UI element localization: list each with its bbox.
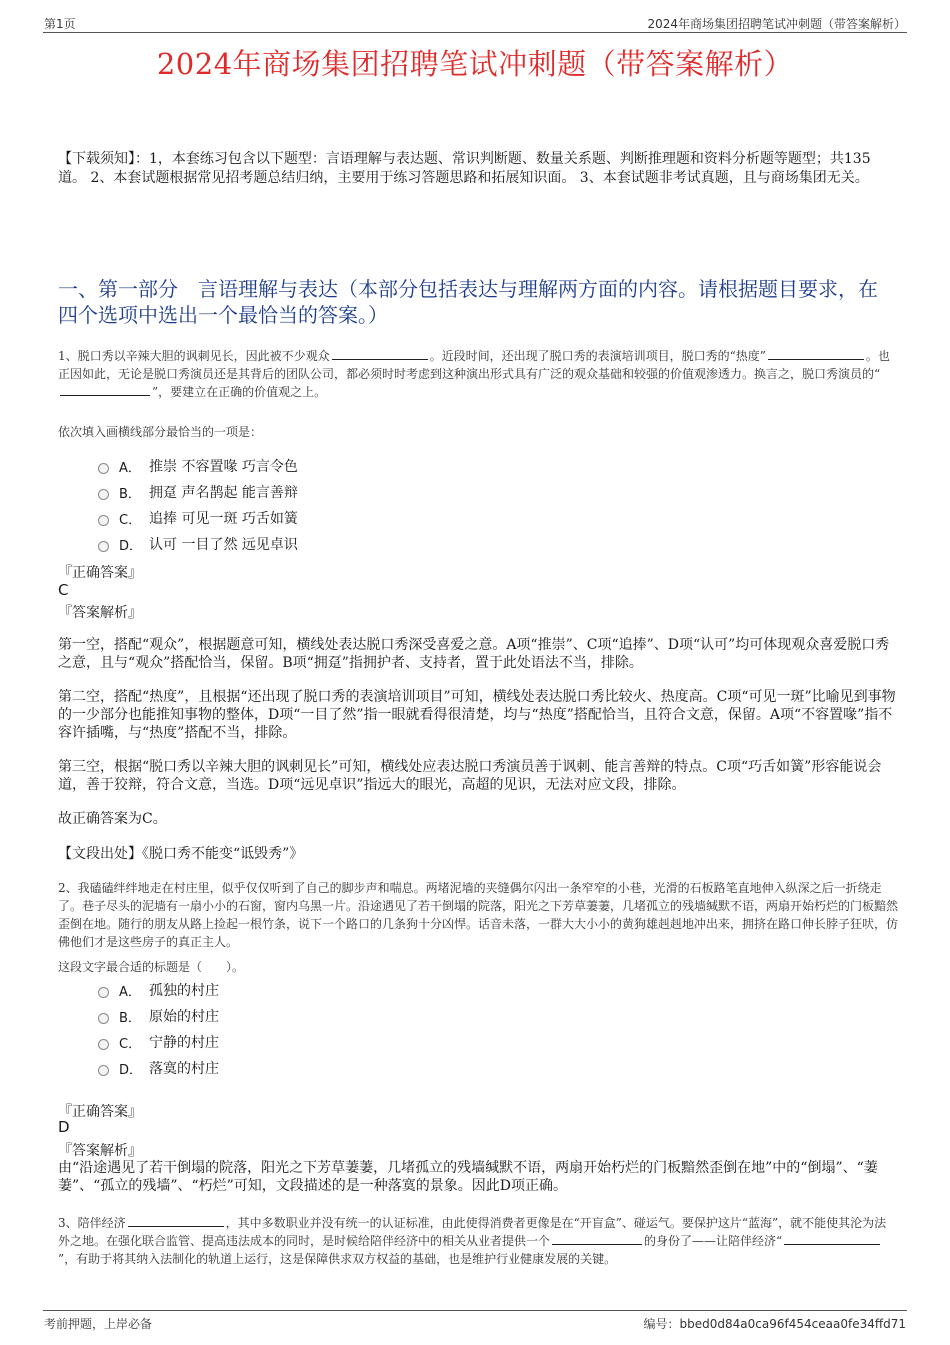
radio-icon[interactable]: [98, 541, 109, 552]
radio-icon[interactable]: [98, 515, 109, 526]
footer-rule: [43, 1310, 907, 1311]
radio-icon[interactable]: [98, 1039, 109, 1050]
question-3-stem: 3、陪伴经济 ，其中多数职业并没有统一的认证标准，由此使得消费者更像是在“开盲盒”、碰运气。要保护这片“蓝海”，就不能使其沦为法外之地。在强化联合监管、提高违法成本的同时，是时候给陪伴经济中的相关从业者提供一个 的身份了——让陪伴经济“”，有助于将其纳入法制化的轨道上运行，这是保障供求双方权益的基础，也是维护行业健康发展的关键。: [58, 1216, 887, 1266]
footer-serial: 编号：bbed0d84a0ca96f454ceaa0fe34ffd71: [643, 1317, 906, 1331]
radio-icon[interactable]: [98, 463, 109, 474]
question-2-stem: 2、我磕磕绊绊地走在村庄里，似乎仅仅听到了自己的脚步声和喘息。两堵泥墙的夹缝偶尔闪出一条窄窄的小巷，光滑的石板路笔直地伸入纵深之后一折绕走了。巷子尽头的泥墙有一扇小小的石窗，窗内乌黑一片。沿途遇见了若干倒塌的院落，阳光之下芳草萋萋，几堵孤立的残墙缄默不语，两扇开始朽烂的门板黯然歪倒在地。随行的朋友从路上捡起一根竹条，说下一个路口的几条狗十分凶悍。话音未落，一群大大小小的黄狗雄赳赳地冲出来，拥挤在路口伸长脖子狂吠，仿佛他们才是这些房子的真正主人。: [58, 881, 899, 949]
footer-slogan: 考前押题，上岸必备: [44, 1317, 153, 1331]
q1-analysis-label: 『答案解析』: [58, 605, 142, 621]
header-doc-title: 2024年商场集团招聘笔试冲刺题（带答案解析）: [647, 17, 906, 31]
section-heading: 一、第一部分 言语理解与表达（本部分包括表达与理解两方面的内容。请根据题目要求，在四个选项中选出一个最恰当的答案。）: [58, 277, 878, 327]
fill-blank: [552, 1233, 642, 1245]
q1-answer-label: 『正确答案』: [58, 565, 142, 581]
download-notice: 【下载须知】：1，本套练习包含以下题型：言语理解与表达题、常识判断题、数量关系题、判断推理题和资料分析题等题型；共135道。 2、本套试题根据常见招考题总结归纳，主要用于练习答题思路和拓展知识面。 3、本套试题非考试真题，且与商场集团无关。: [58, 151, 871, 186]
radio-icon[interactable]: [98, 489, 109, 500]
q1-option-c[interactable]: C． 追捧 可见一斑 巧舌如簧: [98, 508, 298, 528]
q1-analysis-para-1: 第一空，搭配“观众”，根据题意可知，横线处表达脱口秀深受喜爱之意。A项“推崇”、C项“追捧”、D项“认可”均可体现观众喜爱脱口秀之意，且与“观众”搭配恰当，保留。B项“拥趸”指拥护者、支持者，置于此处语法不当，排除。: [58, 637, 890, 671]
fill-blank: [60, 384, 150, 396]
radio-icon[interactable]: [98, 987, 109, 998]
fill-blank: [128, 1215, 224, 1227]
q2-analysis-label: 『答案解析』: [58, 1143, 142, 1159]
q1-source: 【文段出处】《脱口秀不能变“诋毁秀”》: [58, 846, 304, 862]
q2-option-d[interactable]: D． 落寞的村庄: [98, 1058, 219, 1078]
q2-option-c[interactable]: C． 宁静的村庄: [98, 1032, 219, 1052]
q2-answer-label: 『正确答案』: [58, 1104, 142, 1120]
header-rule: [43, 32, 907, 33]
page-number: 第1页: [44, 17, 76, 31]
q2-option-a[interactable]: A． 孤独的村庄: [98, 980, 219, 1000]
page-title: 2024年商场集团招聘笔试冲刺题（带答案解析）: [156, 47, 794, 81]
q2-answer: D: [58, 1118, 70, 1136]
q1-option-a[interactable]: A． 推崇 不容置喙 巧言令色: [98, 456, 298, 476]
q2-analysis: 由“沿途遇见了若干倒塌的院落，阳光之下芳草萋萋，几堵孤立的残墙缄默不语，两扇开始朽烂的门板黯然歪倒在地”中的“倒塌”、“萋萋”、“孤立的残墙”、“朽烂”可知，文段描述的是一种落寞的景象。因此D项正确。: [58, 1160, 878, 1194]
radio-icon[interactable]: [98, 1065, 109, 1076]
question-2-prompt: 这段文字最合适的标题是（ ）。: [58, 960, 245, 974]
question-1-prompt: 依次填入画横线部分最恰当的一项是：: [58, 425, 263, 439]
q1-option-d[interactable]: D． 认可 一目了然 远见卓识: [98, 534, 298, 554]
q1-option-b[interactable]: B． 拥趸 声名鹊起 能言善辩: [98, 482, 298, 502]
fill-blank: [768, 348, 864, 360]
q2-option-b[interactable]: B． 原始的村庄: [98, 1006, 219, 1026]
q1-analysis-conclusion: 故正确答案为C。: [58, 811, 167, 827]
q1-answer: C: [58, 581, 69, 599]
question-1-stem: 1、脱口秀以辛辣大胆的讽刺见长，因此被不少观众 。近段时间，还出现了脱口秀的表演培训项目，脱口秀的“热度” 。也正因如此，无论是脱口秀演员还是其背后的团队公司，都必须时时考虑到这种演出形式具有广泛的观众基础和较强的价值观渗透力。换言之，脱口秀演员的“”，要建立在正确的价值观之上。: [58, 349, 890, 399]
q1-analysis-para-3: 第三空，根据“脱口秀以辛辣大胆的讽刺见长”可知，横线处应表达脱口秀演员善于讽刺、能言善辩的特点。C项“巧舌如簧”形容能说会道，善于狡辩，符合文意，当选。D项“远见卓识”指远大的眼光，高超的见识，无法对应文段，排除。: [58, 759, 882, 793]
fill-blank: [784, 1233, 880, 1245]
radio-icon[interactable]: [98, 1013, 109, 1024]
fill-blank: [332, 348, 428, 360]
q1-analysis-para-2: 第二空，搭配“热度”，且根据“还出现了脱口秀的表演培训项目”可知，横线处表达脱口秀比较火、热度高。C项“可见一斑”比喻见到事物的一少部分也能推知事物的整体，D项“一目了然”指一眼就看得很清楚，均与“热度”搭配恰当，且符合文意，保留。A项“不容置喙”指不容许插嘴，与“热度”搭配不当，排除。: [58, 689, 896, 741]
